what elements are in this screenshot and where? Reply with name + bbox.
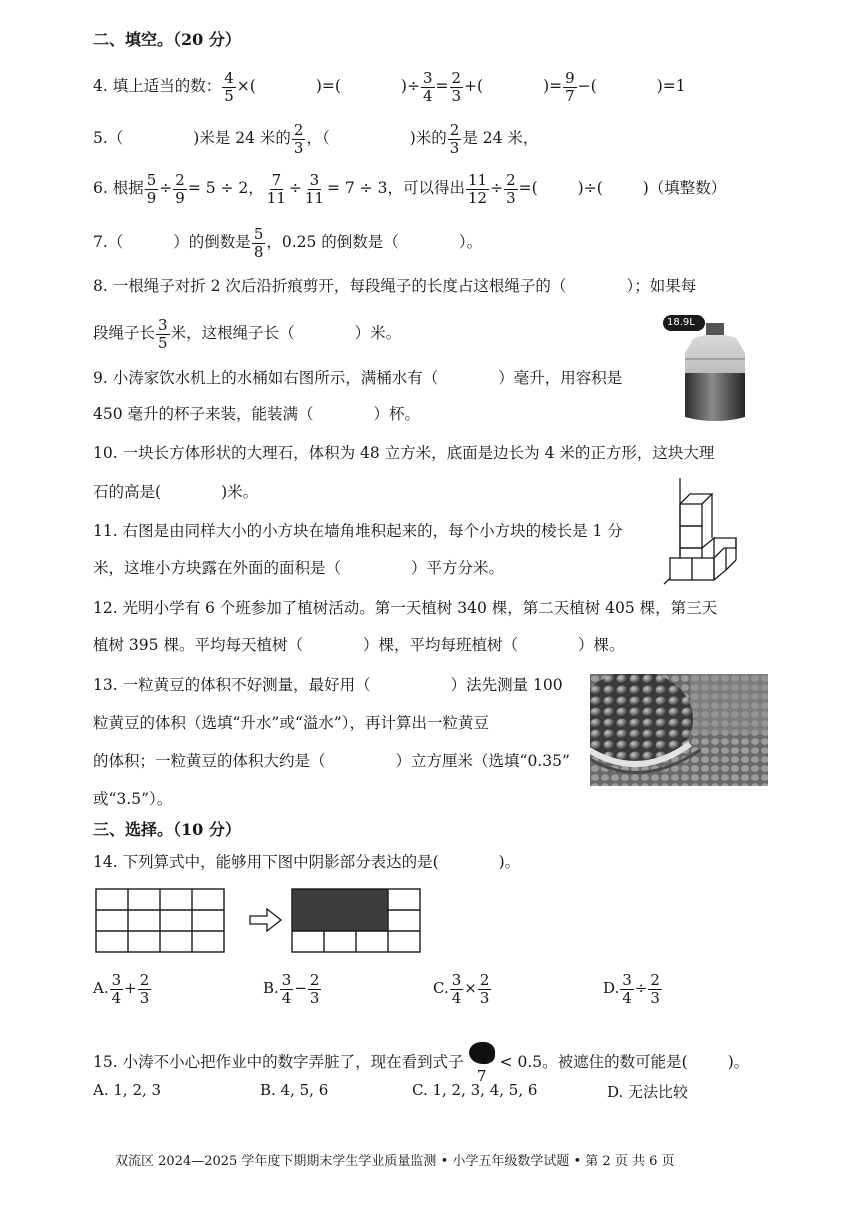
question-9-line-1 — [93, 371, 622, 387]
text: 14. 下列算式中，能够用下图中阴影部分表达的是( — [93, 853, 439, 871]
text: ，（ — [306, 129, 330, 147]
text: 8. 一根绳子对折 2 次后沿折痕剪开，每段绳子的长度占这根绳子的（ — [93, 277, 567, 295]
numerator: 3 — [309, 171, 320, 189]
text: ）法先测量 100 — [450, 676, 563, 694]
text: =( — [518, 179, 538, 197]
operator: × — [464, 979, 477, 997]
text: 450 毫升的杯子来装，能装满（ — [93, 405, 314, 423]
fraction — [222, 70, 236, 104]
text: )（填整数） — [642, 179, 727, 197]
text: ）米。 — [354, 324, 402, 342]
fraction — [563, 70, 577, 104]
section-2-points: （20 分） — [173, 30, 241, 49]
option-letter: B. — [263, 979, 279, 997]
operator: − — [294, 979, 307, 997]
section-2-heading — [93, 32, 241, 48]
fraction — [292, 122, 306, 156]
water-jug-image — [663, 313, 758, 425]
denominator: 7 — [476, 1066, 487, 1085]
question-12-line-1 — [93, 601, 717, 617]
arrow-icon — [250, 909, 281, 931]
numerator: 2 — [650, 971, 660, 989]
text: < 0.5。被遮住的数可能是( — [499, 1053, 688, 1071]
q14-option-d[interactable] — [603, 972, 663, 1006]
text: 石的高是( — [93, 483, 162, 501]
question-14-stem — [93, 855, 520, 871]
text: 植树 395 棵。平均每天植树（ — [93, 636, 303, 654]
fraction — [450, 972, 464, 1006]
text: 粒黄豆的体积（选填“升水”或“溢水”），再计算出一粒黄豆 — [93, 714, 489, 732]
q4-label: 4. 填上适当的数： — [93, 77, 222, 95]
soybean-photo — [590, 674, 768, 786]
text: ）平方分米。 — [411, 559, 505, 577]
question-7 — [93, 226, 482, 260]
question-11-line-1 — [93, 524, 623, 540]
fraction — [421, 70, 435, 104]
question-4 — [93, 70, 686, 104]
text: ÷ — [288, 179, 302, 197]
text: )米是 24 米的 — [193, 129, 291, 147]
fraction — [303, 172, 326, 206]
question-11-line-2 — [93, 561, 504, 577]
denominator: 5 — [224, 86, 234, 105]
text: )。 — [498, 853, 521, 871]
numerator: 3 — [281, 971, 292, 989]
denominator: 4 — [281, 988, 292, 1007]
numerator: 2 — [139, 971, 150, 989]
denominator: 7 — [565, 86, 575, 105]
denominator: 11 — [304, 188, 324, 207]
jug-capacity-label: 18.9L — [667, 317, 695, 328]
numerator: 3 — [622, 971, 632, 989]
numerator: 5 — [146, 171, 157, 189]
denominator: 8 — [253, 242, 264, 261]
option-letter: A. — [93, 979, 109, 997]
text: = 7 ÷ 3，可以得出 — [326, 179, 465, 197]
denominator: 11 — [266, 188, 286, 207]
question-10-line-2 — [93, 485, 258, 501]
fraction — [265, 172, 288, 206]
numerator: 3 — [451, 971, 462, 989]
text: ÷ — [490, 179, 504, 197]
text: )。 — [727, 1053, 750, 1071]
section-2-title: 二、填空。 — [93, 30, 174, 49]
denominator: 3 — [650, 988, 660, 1007]
fraction — [252, 226, 266, 260]
fraction — [173, 172, 187, 206]
text: ）。 — [458, 233, 483, 251]
denominator: 9 — [175, 188, 185, 207]
text: )÷( — [577, 179, 603, 197]
denominator: 3 — [293, 138, 304, 157]
text: 10. 一块长方体形状的大理石，体积为 48 立方米，底面是边长为 4 米的正方形，这块大理 — [93, 444, 715, 462]
fraction — [110, 972, 124, 1006]
question-15-stem — [93, 1042, 749, 1084]
text: ）立方厘米（选填“0.35” — [395, 752, 570, 770]
fraction — [156, 317, 170, 351]
question-13-line-4 — [93, 792, 172, 808]
question-13-line-3 — [93, 754, 570, 770]
text: 11. 右图是由同样大小的小方块在墙角堆积起来的，每个小方块的棱长是 1 分 — [93, 522, 623, 540]
operator: + — [124, 979, 137, 997]
text: +( — [464, 77, 484, 95]
denominator: 4 — [622, 988, 632, 1007]
denominator: 4 — [111, 988, 122, 1007]
q15-option-a[interactable]: A. 1, 2, 3 — [93, 1081, 162, 1099]
fraction — [308, 972, 322, 1006]
text: ）杯。 — [373, 405, 421, 423]
text: 15. 小涛不小心把作业中的数字弄脏了，现在看到式子 — [93, 1053, 464, 1071]
numerator: 4 — [224, 69, 234, 87]
q14-option-a[interactable] — [93, 972, 152, 1006]
question-9-line-2 — [93, 407, 420, 423]
numerator: 2 — [506, 171, 516, 189]
numerator: 2 — [293, 121, 304, 139]
smudged-fraction — [467, 1042, 497, 1084]
denominator: 3 — [309, 988, 320, 1007]
q14-option-c[interactable] — [433, 972, 492, 1006]
numerator: 5 — [253, 225, 264, 243]
numerator: 3 — [111, 971, 122, 989]
denominator: 5 — [158, 333, 168, 352]
text: )= — [543, 77, 563, 95]
text: ）棵，平均每班植树（ — [362, 636, 518, 654]
fraction — [145, 172, 159, 206]
question-12-line-2 — [93, 638, 624, 654]
text: )÷ — [400, 77, 420, 95]
q15-option-c[interactable]: C. 1, 2, 3, 4, 5, 6 — [412, 1081, 538, 1099]
denominator: 4 — [451, 988, 462, 1007]
question-10-line-1 — [93, 446, 714, 462]
grid-figure — [95, 888, 425, 964]
fraction — [504, 172, 518, 206]
question-5 — [93, 122, 538, 156]
text: ÷ — [159, 179, 173, 197]
operator: ÷ — [634, 979, 648, 997]
text: ）毫升，用容积是 — [498, 369, 623, 387]
numerator: 9 — [565, 69, 575, 87]
text: 7.（ — [93, 233, 124, 251]
text: = — [435, 77, 449, 95]
denominator: 3 — [451, 86, 462, 105]
text: 12. 光明小学有 6 个班参加了植树活动。第一天植树 340 棵，第二天植树 405 棵，第三天 — [93, 599, 718, 617]
text: ）棵。 — [577, 636, 625, 654]
text: 米，这堆小方块露在外面的面积是（ — [93, 559, 342, 577]
page-footer: 双流区 2024—2025 学年度下期期末学生学业质量监测 • 小学五年级数学试题 • 第 2 页 共 6 页 — [115, 1154, 675, 1169]
numerator: 3 — [422, 69, 433, 87]
text: 的体积；一粒黄豆的体积大约是（ — [93, 752, 326, 770]
fraction — [620, 972, 634, 1006]
q15-option-d[interactable]: D. 无法比较 — [607, 1083, 689, 1101]
denominator: 4 — [422, 86, 433, 105]
text: )米。 — [221, 483, 259, 501]
ink-blot-icon — [467, 1042, 497, 1068]
text: )米的 — [409, 129, 447, 147]
fraction — [448, 122, 462, 156]
question-8-line-1 — [93, 279, 696, 295]
text: ×( — [236, 77, 256, 95]
denominator: 3 — [449, 138, 460, 157]
question-6 — [93, 172, 726, 206]
numerator: 2 — [449, 121, 460, 139]
q14-option-b[interactable] — [263, 972, 322, 1006]
text: 米，这根绳子长（ — [170, 324, 295, 342]
option-letter: D. — [603, 979, 620, 997]
q15-option-b[interactable]: B. 4, 5, 6 — [260, 1081, 329, 1099]
denominator: 12 — [467, 188, 488, 207]
question-13-line-2 — [93, 716, 489, 732]
denominator: 3 — [479, 988, 490, 1007]
text: 是 24 米， — [462, 129, 539, 147]
section-3-title: 三、选择。 — [93, 820, 174, 839]
question-8-line-2 — [93, 317, 401, 351]
section-3-heading — [93, 822, 241, 838]
text: )=1 — [656, 77, 686, 95]
text: 段绳子长 — [93, 324, 156, 342]
fraction — [466, 172, 489, 206]
grid-right-shaded — [292, 889, 420, 952]
text: 或“3.5”）。 — [93, 790, 173, 808]
numerator: 2 — [451, 69, 462, 87]
cube-stack-figure — [660, 476, 745, 592]
fraction — [280, 972, 294, 1006]
denominator: 3 — [506, 188, 516, 207]
text: 6. 根据 — [93, 179, 144, 197]
text: 13. 一粒黄豆的体积不好测量，最好用（ — [93, 676, 371, 694]
text: = 5 ÷ 2， — [187, 179, 264, 197]
numerator: 3 — [158, 316, 168, 334]
fraction — [138, 972, 152, 1006]
denominator: 3 — [139, 988, 150, 1007]
text: 9. 小涛家饮水机上的水桶如右图所示，满桶水有（ — [93, 369, 439, 387]
text: ）；如果每 — [626, 277, 697, 295]
denominator: 9 — [146, 188, 157, 207]
numerator: 7 — [271, 171, 282, 189]
text: −( — [577, 77, 597, 95]
numerator: 2 — [309, 971, 320, 989]
fraction — [648, 972, 662, 1006]
section-3-points: （10 分） — [173, 820, 241, 839]
grid-left — [96, 889, 224, 952]
numerator: 2 — [479, 971, 490, 989]
text: ，0.25 的倒数是（ — [266, 233, 399, 251]
text: )=( — [315, 77, 341, 95]
fraction — [478, 972, 492, 1006]
fraction — [450, 70, 464, 104]
numerator: 2 — [175, 171, 185, 189]
numerator: 11 — [467, 171, 488, 189]
text: 5.（ — [93, 129, 124, 147]
text: ）的倒数是 — [173, 233, 251, 251]
option-letter: C. — [433, 979, 449, 997]
question-13-line-1 — [93, 678, 563, 694]
